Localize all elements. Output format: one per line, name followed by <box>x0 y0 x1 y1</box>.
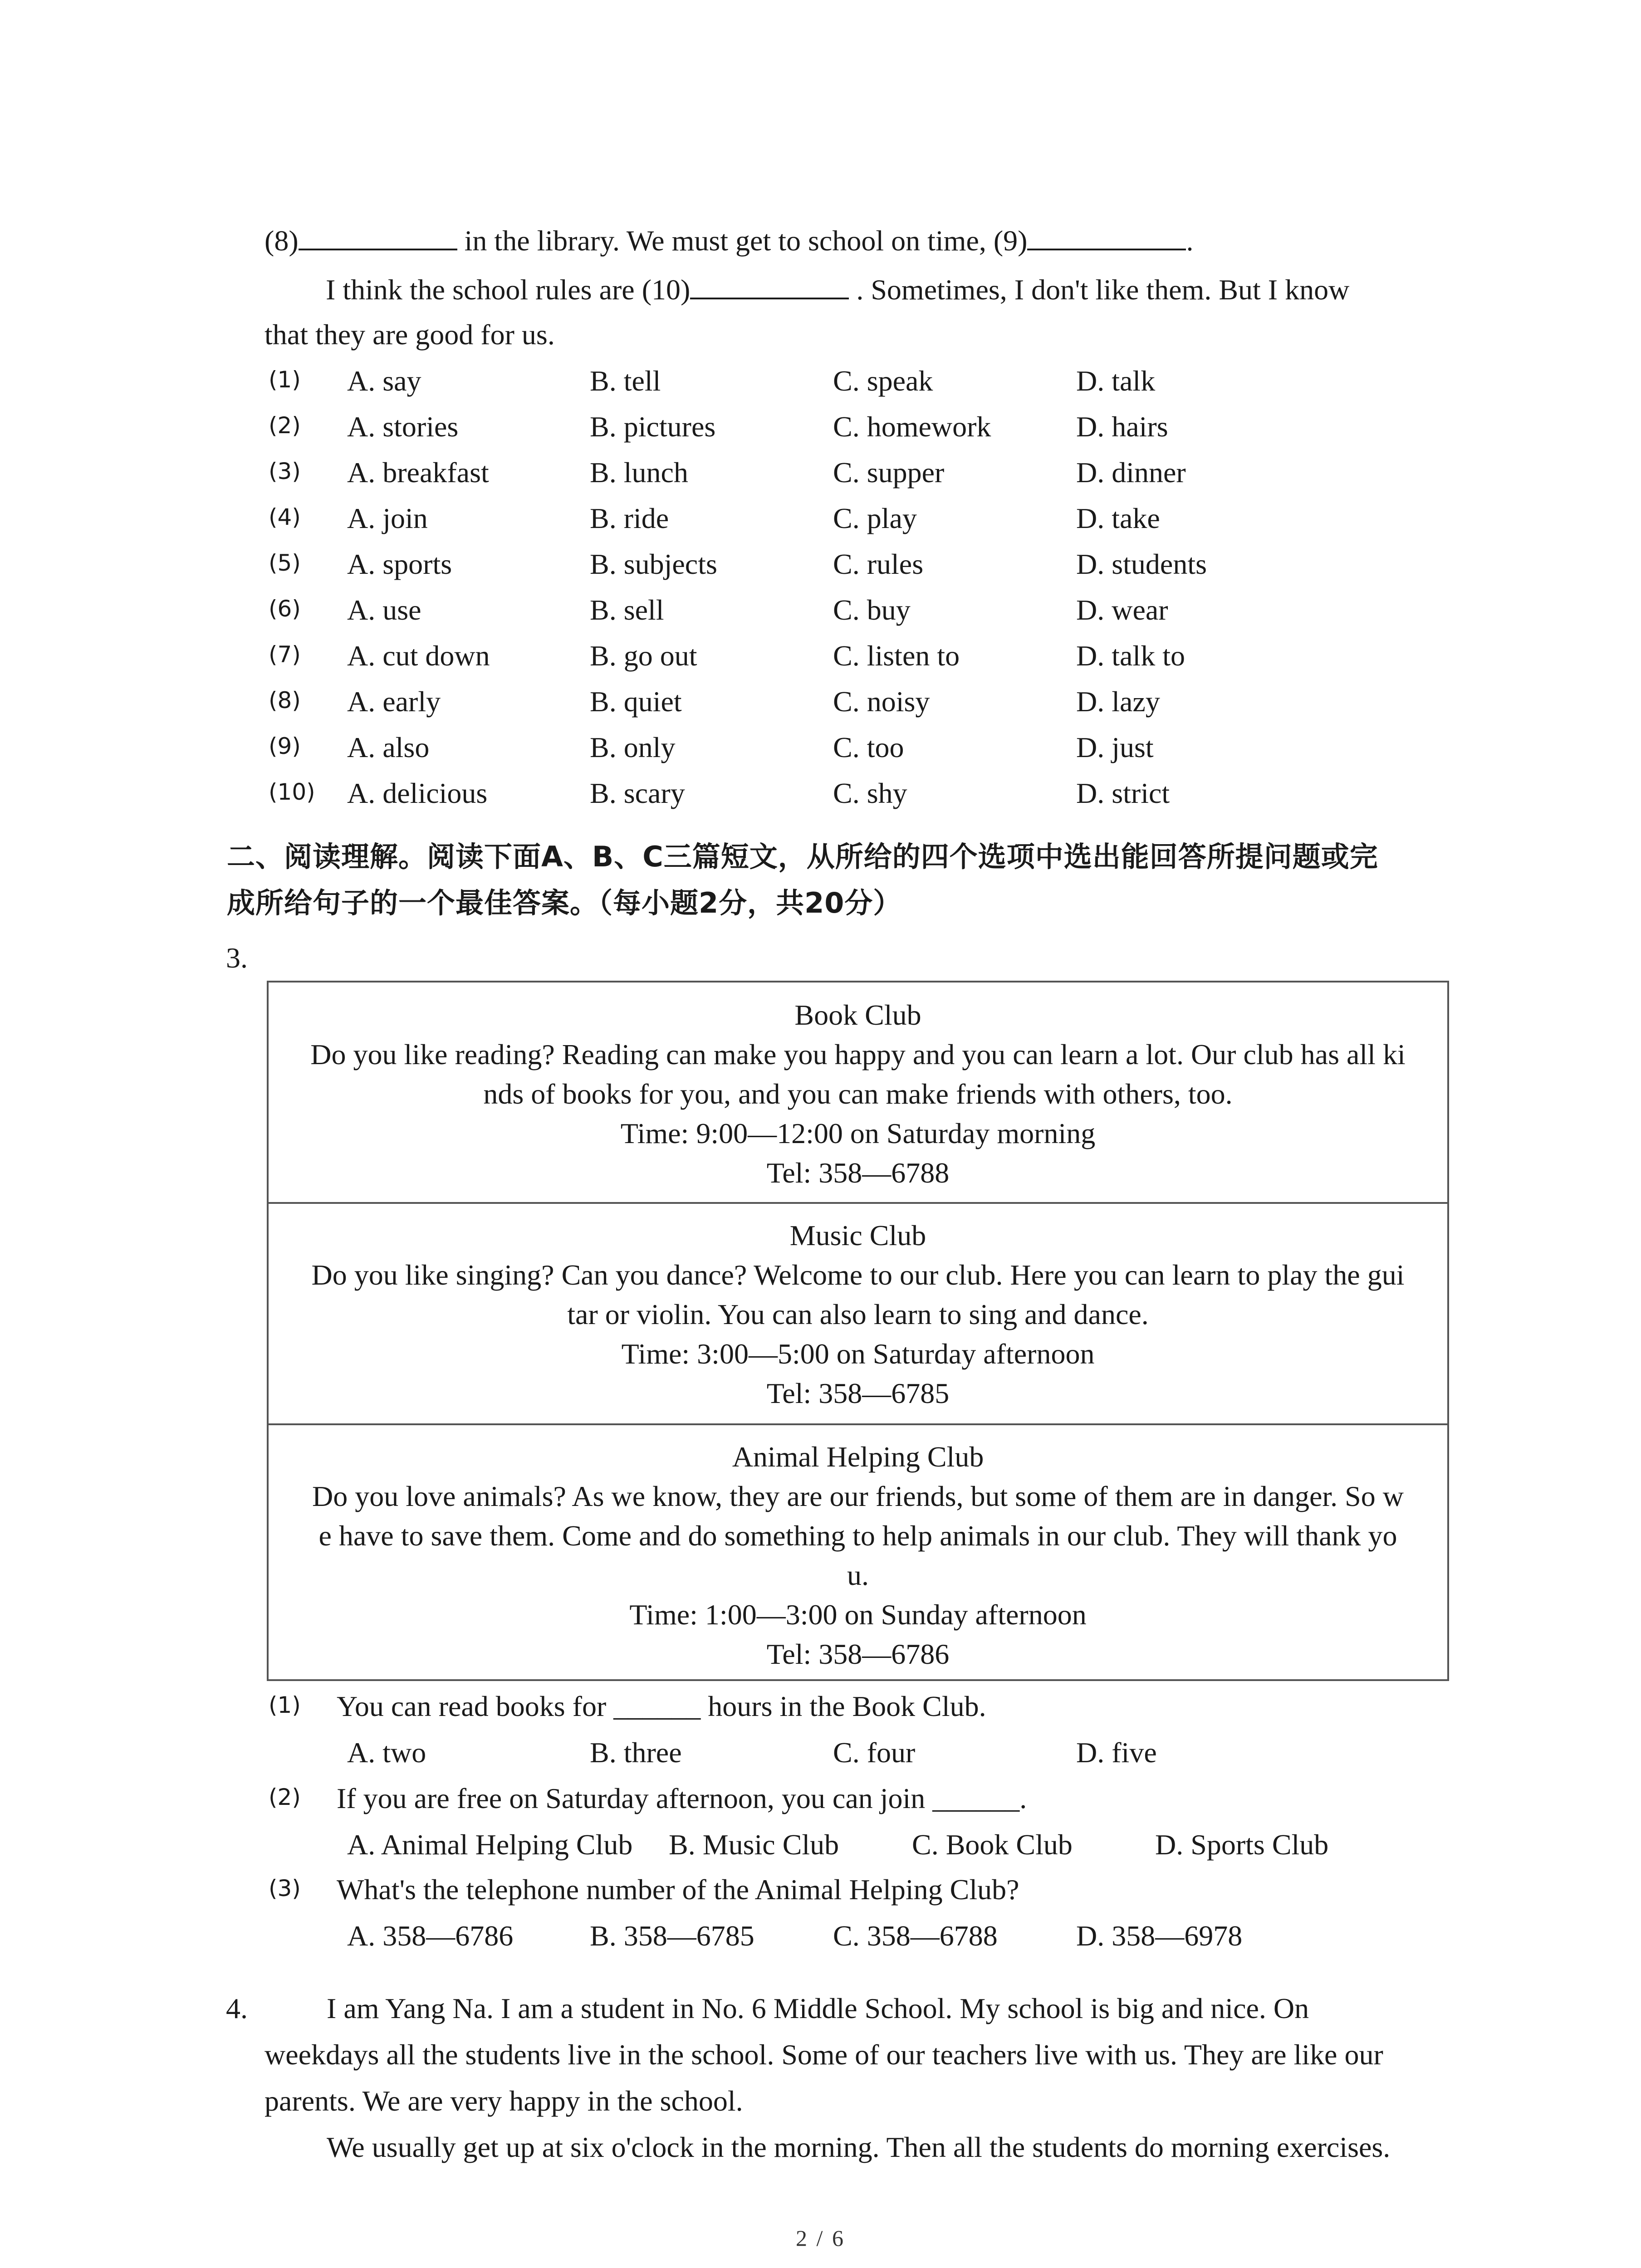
option-d[interactable]: D. take <box>1076 502 1160 534</box>
passage-text: I think the school rules are (10) <box>326 274 691 306</box>
club-book <box>269 995 1447 1193</box>
option-c[interactable]: C. buy <box>833 594 911 626</box>
option-a[interactable]: A. breakfast <box>347 456 489 489</box>
passage-text: . Sometimes, I don't like them. But I know <box>849 274 1350 306</box>
page-number: 2 / 6 <box>796 2225 845 2251</box>
club-text: Do you like singing? Can you dance? Welcome to our club. Here you can learn to play the gui <box>311 1259 1405 1291</box>
option-c[interactable]: C. supper <box>833 456 945 489</box>
club-text: Do you love animals? As we know, they are our friends, but some of them are in danger. So w <box>312 1480 1404 1512</box>
option-d[interactable]: D. Sports Club <box>1155 1828 1329 1861</box>
question-number: (3) <box>269 1875 301 1901</box>
option-d[interactable]: D. hairs <box>1076 411 1168 443</box>
club-text: e have to save them. Come and do something to help animals in our club. They will thank yo <box>318 1520 1397 1552</box>
option-d[interactable]: D. dinner <box>1076 456 1186 489</box>
option-a[interactable]: A. use <box>347 594 421 626</box>
option-b[interactable]: B. sell <box>590 594 664 626</box>
option-b[interactable]: B. only <box>590 731 676 763</box>
option-number: (8) <box>269 687 301 714</box>
option-c[interactable]: C. play <box>833 502 917 534</box>
option-number: (6) <box>269 596 301 622</box>
option-number: (5) <box>269 550 301 576</box>
option-b[interactable]: B. Music Club <box>669 1828 839 1861</box>
option-c[interactable]: C. four <box>833 1736 916 1769</box>
option-a[interactable]: A. join <box>347 502 428 534</box>
answer-blank-8[interactable] <box>299 225 457 250</box>
club-text: u. <box>847 1559 869 1591</box>
option-b[interactable]: B. ride <box>590 502 669 534</box>
club-table <box>267 981 1449 1681</box>
club-divider <box>269 1202 1447 1204</box>
option-c[interactable]: C. listen to <box>833 640 960 672</box>
option-b[interactable]: B. go out <box>590 640 697 672</box>
option-d[interactable]: D. just <box>1076 731 1154 763</box>
section-heading-line-1: 二、阅读理解。阅读下面A、B、C三篇短文，从所给的四个选项中选出能回答所提问题或完 <box>227 840 1378 873</box>
option-d[interactable]: D. wear <box>1076 594 1168 626</box>
option-b[interactable]: B. lunch <box>590 456 688 489</box>
answer-blank-10[interactable] <box>690 274 849 299</box>
option-a[interactable]: A. 358—6786 <box>347 1920 514 1952</box>
club-music <box>269 1216 1447 1413</box>
option-b[interactable]: B. 358—6785 <box>590 1920 754 1952</box>
passage-line: weekdays all the students live in the school. Some of our teachers live with us. They are like our <box>265 2038 1383 2071</box>
option-a[interactable]: A. stories <box>347 411 459 443</box>
passage-line: parents. We are very happy in the school. <box>265 2085 743 2117</box>
club-text: tar or violin. You can also learn to sing and dance. <box>567 1298 1149 1330</box>
question-stem: You can read books for ______ hours in the Book Club. <box>337 1690 986 1722</box>
section-heading-line-2: 成所给句子的一个最佳答案。（每小题2分，共20分） <box>227 886 902 919</box>
option-number: (10) <box>269 779 315 805</box>
blank-label-8: (8) <box>265 225 299 257</box>
option-c[interactable]: C. Book Club <box>912 1828 1073 1861</box>
passage-line: I am Yang Na. I am a student in No. 6 Middle School. My school is big and nice. On <box>327 1992 1309 2024</box>
passage-text: in the library. We must get to school on time, (9) <box>457 225 1028 257</box>
club-title: Animal Helping Club <box>732 1441 984 1473</box>
question-number-3: 3. <box>226 942 248 974</box>
club-time: Time: 1:00—3:00 on Sunday afternoon <box>629 1598 1087 1631</box>
option-d[interactable]: D. talk to <box>1076 640 1185 672</box>
club-tel: Tel: 358—6786 <box>766 1638 950 1670</box>
option-c[interactable]: C. speak <box>833 365 933 397</box>
club-animal-helping <box>269 1437 1447 1674</box>
option-a[interactable]: A. Animal Helping Club <box>347 1828 633 1861</box>
option-b[interactable]: B. three <box>590 1736 682 1769</box>
question-number-4: 4. <box>226 1992 248 2024</box>
passage-line: We usually get up at six o'clock in the morning. Then all the students do morning exercises. <box>327 2131 1391 2163</box>
option-b[interactable]: B. tell <box>590 365 661 397</box>
option-b[interactable]: B. quiet <box>590 685 682 718</box>
option-c[interactable]: C. rules <box>833 548 924 580</box>
club-tel: Tel: 358—6788 <box>766 1157 950 1189</box>
question-stem: What's the telephone number of the Animal Helping Club? <box>337 1873 1019 1906</box>
passage-line-3: that they are good for us. <box>265 318 555 351</box>
club-time: Time: 9:00—12:00 on Saturday morning <box>620 1117 1096 1149</box>
passage-text: . <box>1186 225 1194 257</box>
option-b[interactable]: B. scary <box>590 777 685 809</box>
option-c[interactable]: C. shy <box>833 777 907 809</box>
option-c[interactable]: C. too <box>833 731 904 763</box>
option-number: (2) <box>269 412 301 439</box>
passage-line-2 <box>326 274 1349 304</box>
option-d[interactable]: D. five <box>1076 1736 1157 1769</box>
club-divider <box>269 1423 1447 1425</box>
question-number: (2) <box>269 1784 301 1810</box>
option-c[interactable]: C. noisy <box>833 685 930 718</box>
option-a[interactable]: A. cut down <box>347 640 490 672</box>
option-number: (7) <box>269 641 301 668</box>
option-b[interactable]: B. pictures <box>590 411 716 443</box>
option-a[interactable]: A. also <box>347 731 430 763</box>
option-number: (3) <box>269 458 301 484</box>
option-b[interactable]: B. subjects <box>590 548 717 580</box>
option-c[interactable]: C. homework <box>833 411 991 443</box>
club-text: Do you like reading? Reading can make you happy and you can learn a lot. Our club has all ki <box>310 1038 1406 1070</box>
club-tel: Tel: 358—6785 <box>766 1377 950 1409</box>
option-d[interactable]: D. lazy <box>1076 685 1160 718</box>
option-d[interactable]: D. 358—6978 <box>1076 1920 1243 1952</box>
option-d[interactable]: D. talk <box>1076 365 1156 397</box>
option-d[interactable]: D. strict <box>1076 777 1170 809</box>
option-a[interactable]: A. say <box>347 365 421 397</box>
option-a[interactable]: A. delicious <box>347 777 488 809</box>
question-stem: If you are free on Saturday afternoon, you can join ______. <box>337 1782 1027 1814</box>
option-number: (1) <box>269 367 301 393</box>
club-title: Music Club <box>789 1219 926 1251</box>
club-time: Time: 3:00—5:00 on Saturday afternoon <box>621 1338 1095 1370</box>
passage-line-1 <box>265 225 1193 255</box>
option-number: (4) <box>269 504 301 530</box>
option-a[interactable]: A. two <box>347 1736 426 1769</box>
option-c[interactable]: C. 358—6788 <box>833 1920 998 1952</box>
club-text: nds of books for you, and you can make friends with others, too. <box>483 1078 1233 1110</box>
question-number: (1) <box>269 1692 301 1718</box>
club-title: Book Club <box>794 999 921 1031</box>
option-d[interactable]: D. students <box>1076 548 1207 580</box>
option-number: (9) <box>269 733 301 759</box>
answer-blank-9[interactable] <box>1027 225 1186 250</box>
option-a[interactable]: A. early <box>347 685 441 718</box>
option-a[interactable]: A. sports <box>347 548 452 580</box>
